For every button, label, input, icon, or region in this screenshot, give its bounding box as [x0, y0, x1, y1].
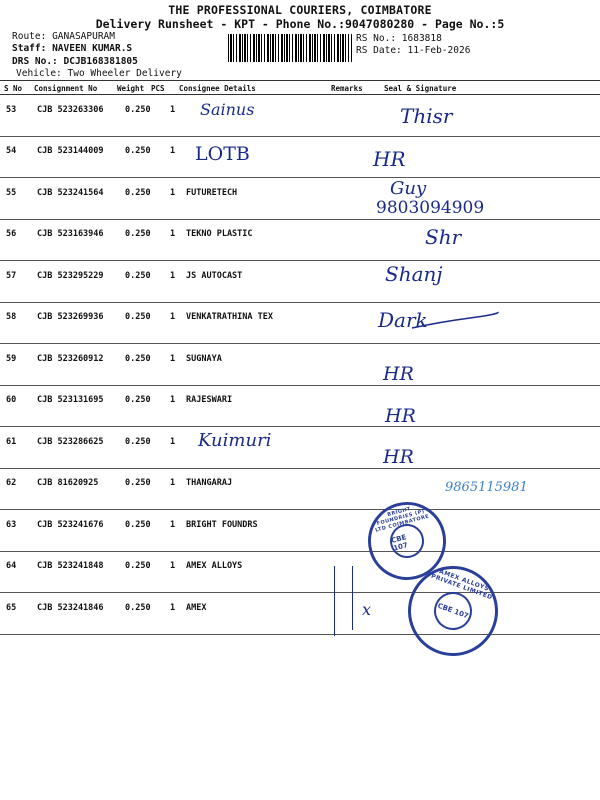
- signature-55: Guy: [390, 178, 427, 199]
- row-sno: 56: [6, 229, 17, 239]
- row-pcs: 1: [170, 271, 176, 281]
- row-consignee: RAJESWARI: [186, 395, 233, 405]
- col-remarks: Remarks: [331, 84, 363, 93]
- row-consignment: CJB 523131695: [37, 395, 104, 405]
- row-consignee: THANGARAJ: [186, 478, 233, 488]
- row-weight: 0.250: [125, 478, 151, 488]
- row-weight: 0.250: [125, 603, 151, 613]
- row-pcs: 1: [170, 603, 176, 613]
- route-line: [12, 31, 115, 42]
- table-row: [0, 344, 600, 386]
- row-consignee: TEKNO PLASTIC: [186, 229, 253, 239]
- table-row: [0, 427, 600, 469]
- row-weight: 0.250: [125, 312, 151, 322]
- vehicle-value: Two Wheeler Delivery: [67, 68, 182, 79]
- drs-label: DRS No.:: [12, 56, 58, 67]
- row-pcs: 1: [170, 229, 176, 239]
- table-row: [0, 95, 600, 137]
- row-consignment: CJB 523263306: [37, 105, 104, 115]
- signature-59: HR: [383, 363, 414, 385]
- row-pcs: 1: [170, 354, 176, 364]
- row-sno: 65: [6, 603, 17, 613]
- row-weight: 0.250: [125, 146, 151, 156]
- signature-60: HR: [385, 405, 416, 427]
- col-pcs: PCS: [151, 84, 165, 93]
- row-pcs: 1: [170, 561, 176, 571]
- table-row: [0, 510, 600, 552]
- row-consignment: CJB 523295229: [37, 271, 104, 281]
- table-row: [0, 178, 600, 220]
- row-sno: 64: [6, 561, 17, 571]
- row-weight: 0.250: [125, 188, 151, 198]
- staff-label: Staff:: [12, 43, 47, 54]
- row-pcs: 1: [170, 395, 176, 405]
- signature-58-stroke: [410, 308, 500, 336]
- rs-date-label: RS Date:: [356, 45, 402, 56]
- row-consignment: CJB 523241848: [37, 561, 104, 571]
- route-value: GANASAPURAM: [52, 31, 115, 42]
- row-consignment: CJB 523163946: [37, 229, 104, 239]
- row-sno: 55: [6, 188, 17, 198]
- table-row: [0, 385, 600, 427]
- seal-center: CBE 107: [386, 520, 428, 562]
- row-consignee: BRIGHT FOUNDRS: [186, 520, 258, 530]
- rs-no-line: [356, 33, 442, 44]
- handwritten-phone-62: 9865115981: [445, 480, 528, 495]
- staff-line: [12, 43, 132, 54]
- signature-58: Dark: [378, 308, 428, 332]
- col-consignee: Consignee Details: [179, 84, 256, 93]
- row-consignment: CJB 523260912: [37, 354, 104, 364]
- col-sno: S No: [4, 84, 23, 93]
- seal-ring-text: BRIGHT FOUNDRIES (P) LTD COIMBATORE: [374, 505, 430, 534]
- row-consignment: CJB 523286625: [37, 437, 104, 447]
- row-consignee: JS AUTOCAST: [186, 271, 243, 281]
- row-weight: 0.250: [125, 561, 151, 571]
- row-pcs: 1: [170, 312, 176, 322]
- row-sno: 54: [6, 146, 17, 156]
- col-consignment: Consignment No: [34, 84, 98, 93]
- rs-date-value: 11-Feb-2026: [407, 45, 471, 56]
- row-weight: 0.250: [125, 520, 151, 530]
- rs-no-value: 1683818: [401, 33, 442, 44]
- signature-57: Shanj: [385, 262, 443, 286]
- row-weight: 0.250: [125, 271, 151, 281]
- row-sno: 53: [6, 105, 17, 115]
- row-pcs: 1: [170, 105, 176, 115]
- drs-line: [12, 56, 138, 67]
- table-top-rule: [0, 80, 600, 81]
- document-title: THE PROFESSIONAL COURIERS, COIMBATORE: [168, 3, 432, 17]
- signature-54: HR: [373, 147, 406, 171]
- col-weight: Weight: [117, 84, 145, 93]
- handwritten-consignee-54: LOTB: [195, 143, 250, 165]
- row-pcs: 1: [170, 437, 176, 447]
- row-weight: 0.250: [125, 229, 151, 239]
- row-pcs: 1: [170, 146, 176, 156]
- row-sno: 58: [6, 312, 17, 322]
- staff-value: NAVEEN KUMAR.S: [52, 43, 133, 54]
- route-label: Route:: [12, 31, 47, 42]
- row-consignment: CJB 523269936: [37, 312, 104, 322]
- vehicle-line: [16, 68, 182, 79]
- handwritten-phone-55: 9803094909: [376, 198, 485, 218]
- row-consignee: FUTURETECH: [186, 188, 238, 198]
- vehicle-label: Vehicle:: [16, 68, 62, 79]
- row-consignee: VENKATRATHINA TEX: [186, 312, 273, 322]
- seal-center: CBE 107: [429, 587, 478, 636]
- row-pcs: 1: [170, 478, 176, 488]
- signature-56: Shr: [425, 225, 462, 249]
- handwritten-consignee-53: Sainus: [200, 100, 255, 119]
- table-row: [0, 593, 600, 635]
- row-weight: 0.250: [125, 437, 151, 447]
- table-row: [0, 551, 600, 593]
- table-row: [0, 219, 600, 261]
- signature-53: Thisr: [400, 104, 453, 128]
- row-weight: 0.250: [125, 105, 151, 115]
- row-sno: 61: [6, 437, 17, 447]
- row-sno: 60: [6, 395, 17, 405]
- handwritten-mark-65: x: [362, 600, 372, 619]
- row-sno: 59: [6, 354, 17, 364]
- rs-no-label: RS No.:: [356, 33, 397, 44]
- row-sno: 62: [6, 478, 17, 488]
- pen-mark: [334, 566, 335, 636]
- row-sno: 63: [6, 520, 17, 530]
- row-weight: 0.250: [125, 395, 151, 405]
- row-sno: 57: [6, 271, 17, 281]
- handwritten-consignee-61: Kuimuri: [198, 430, 272, 451]
- row-consignment: CJB 523241676: [37, 520, 104, 530]
- seal-ring-text: AMEX ALLOYS PRIVATE LIMITED: [430, 568, 494, 602]
- row-consignment: CJB 523144009: [37, 146, 104, 156]
- row-consignment: CJB 523241564: [37, 188, 104, 198]
- table-row: [0, 261, 600, 303]
- pen-mark: [352, 566, 353, 630]
- table-row: [0, 136, 600, 178]
- document-subtitle: Delivery Runsheet - KPT - Phone No.:9047080280 - Page No.:5: [95, 17, 505, 31]
- rs-date-line: [356, 45, 470, 56]
- barcode: [228, 34, 352, 62]
- row-consignee: AMEX ALLOYS: [186, 561, 243, 571]
- col-seal: Seal & Signature: [384, 84, 457, 93]
- row-pcs: 1: [170, 520, 176, 530]
- row-consignee: AMEX: [186, 603, 207, 613]
- row-pcs: 1: [170, 188, 176, 198]
- table-row: [0, 302, 600, 344]
- row-consignee: SUGNAYA: [186, 354, 222, 364]
- row-weight: 0.250: [125, 354, 151, 364]
- drs-value: DCJB168381805: [63, 56, 138, 67]
- signature-61: HR: [383, 446, 414, 468]
- row-consignment: CJB 523241846: [37, 603, 104, 613]
- row-consignment: CJB 81620925: [37, 478, 99, 488]
